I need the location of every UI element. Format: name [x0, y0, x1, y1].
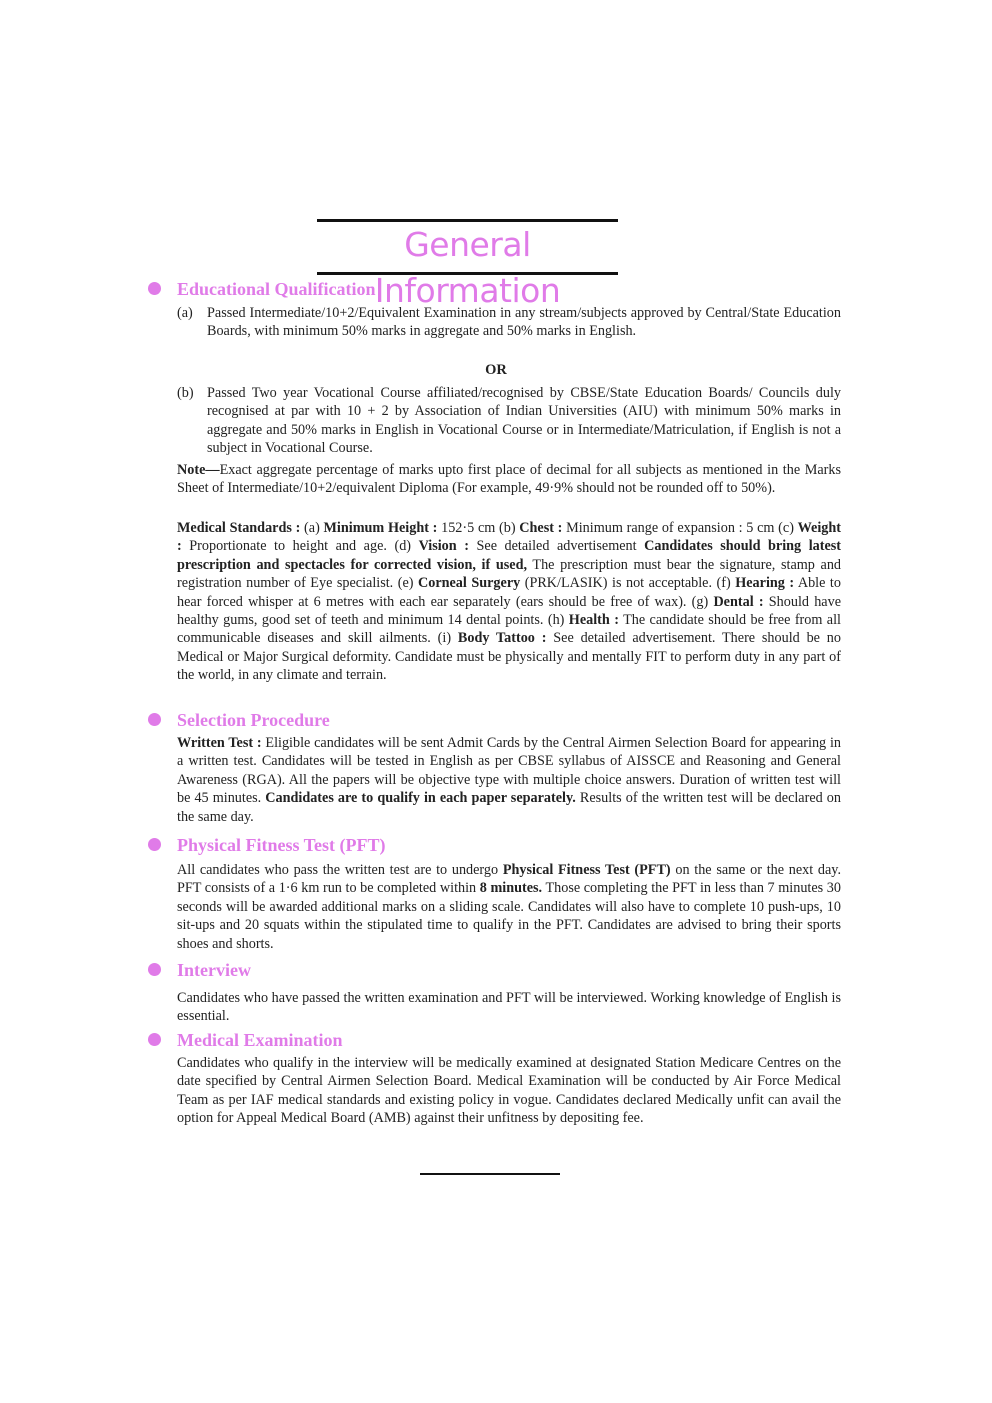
selection-paragraph — [177, 734, 841, 826]
written-test-label: Written Test : — [177, 735, 262, 751]
note-paragraph — [177, 461, 841, 498]
text: All candidates who pass the written test are to undergo — [177, 862, 503, 878]
medical-standards-paragraph — [177, 519, 841, 685]
qualification-a — [177, 304, 841, 341]
or-separator: OR — [485, 362, 507, 378]
qualification-a-text: Passed Intermediate/10+2/Equivalent Examination in any stream/subjects approved by Central/State Education Boards, with minimum 50% marks in aggregate and 50% marks in English. — [207, 305, 841, 340]
medical-standards-label: Medical Standards : — [177, 520, 301, 536]
page-title: General Information — [374, 225, 561, 310]
vision-bold-note: Candidates should bring latest prescription and spectacles for corrected vision, if used, — [177, 538, 842, 573]
page-title-box — [317, 219, 618, 310]
medical-exam-paragraph: Candidates who qualify in the interview will be medically examined at designated Station Medicare Centres on the date specified by Central Airmen Selection Board. Medical Examination will be conducted by Air Force Medical Team as per IAF medical standards and existing policy in vogue. Candidates declared Medically unfit can avail the option for Appeal Medical Board (AMB) against their unfitness by depositing fee. — [177, 1055, 841, 1127]
weight-label: Weight : — [177, 520, 842, 555]
text: See detailed advertisement — [468, 538, 645, 555]
text: Able to hear forced whisper at 6 metres with each ear separately (ears should be free of wax). (g) — [177, 575, 841, 610]
text: Eligible candidates will be sent Admit Cards by the Central Airmen Selection Board for appearing in a written test. Candidates will be tested in English as per CBSE syllabus of AISSCE and Reasoning and General Awareness (RGA). All the papers will be objective type with multiple choice answers. Duration of written test will be 45 minutes. — [177, 735, 841, 807]
bullet-icon — [148, 282, 161, 295]
text: Should have healthy gums, good set of teeth and minimum 14 dental points. (h) — [177, 593, 841, 629]
qualification-b — [177, 384, 841, 458]
pft-bold: Physical Fitness Test (PFT) — [502, 862, 671, 878]
text: Proportionate to height and age. (d) — [181, 538, 419, 555]
text: on the same or the next day. PFT consists of a 1·6 km run to be completed within — [177, 862, 842, 897]
qualification-b-label: (b) — [177, 385, 194, 401]
note-label: Note— — [177, 462, 220, 478]
hearing-label: Hearing : — [735, 575, 795, 592]
text: The prescription must bear the signature, stamp and registration number of Eye specialist. (e) — [177, 556, 842, 592]
vision-label: Vision : — [418, 538, 469, 555]
bullet-icon — [148, 1033, 161, 1046]
corneal-label: Corneal Surgery — [417, 575, 521, 592]
heading-educational-qualification: Educational Qualification — [177, 279, 376, 299]
chest-label: Chest : — [519, 520, 563, 536]
text: (a) — [300, 520, 324, 536]
qualification-b-text: Passed Two year Vocational Course affiliated/recognised by CBSE/State Education Boards/ Councils duly recognised at par with 10 + 2 by Association of Indian Universities (AIU) with minimum 50% marks in aggregate and 50% marks in English in Vocational Course or in Intermediate/Matriculation, if English is not a subject in Vocational Course. — [207, 385, 841, 457]
height-label: Minimum Height : — [323, 520, 438, 536]
dental-label: Dental : — [713, 593, 764, 610]
text: The candidate should be free from all communicable diseases and skill ailments. (i) — [177, 612, 841, 647]
pft-paragraph — [177, 861, 841, 953]
minutes-bold: 8 minutes. — [479, 880, 543, 897]
bullet-icon — [148, 713, 161, 726]
text: Minimum range of expansion : 5 cm (c) — [562, 520, 798, 536]
tattoo-label: Body Tattoo : — [457, 630, 547, 647]
note-text: Exact aggregate percentage of marks upto first place of decimal for all subjects as mentioned in the Marks Sheet of Intermediate/10+2/equivalent Diploma (For example, 49·9% should not be rounded off to 50%). — [177, 462, 841, 497]
bullet-icon — [148, 838, 161, 851]
heading-interview: Interview — [177, 960, 251, 980]
bullet-icon — [148, 963, 161, 976]
text: 152·5 cm (b) — [437, 520, 520, 536]
heading-pft: Physical Fitness Test (PFT) — [177, 835, 386, 855]
interview-paragraph: Candidates who have passed the written examination and PFT will be interviewed. Working knowledge of English is essential. — [177, 990, 841, 1025]
text: See detailed advertisement. There should be no Medical or Major Surgical deformity. Candidate must be physically and mentally FIT to perform duty in any part of the world, in any climate and terrain. — [177, 630, 841, 684]
text: Results of the written test will be declared on the same day. — [177, 790, 841, 825]
end-divider — [420, 1173, 560, 1175]
text: Those completing the PFT in less than 7 minutes 30 seconds will be awarded additional marks on a sliding scale. Candidates will also have to complete 10 push-ups, 10 sit-ups and 20 squats within the stipulated time to qualify in the PFT. Candidates are advised to bring their sports shoes and shorts. — [177, 880, 841, 952]
heading-selection-procedure: Selection Procedure — [177, 710, 330, 730]
qualification-a-label: (a) — [177, 305, 193, 321]
qualify-note: Candidates are to qualify in each paper separately. — [265, 790, 576, 807]
text: (PRK/LASIK) is not acceptable. (f) — [520, 575, 736, 592]
health-label: Health : — [568, 612, 619, 629]
heading-medical-examination: Medical Examination — [177, 1030, 343, 1050]
